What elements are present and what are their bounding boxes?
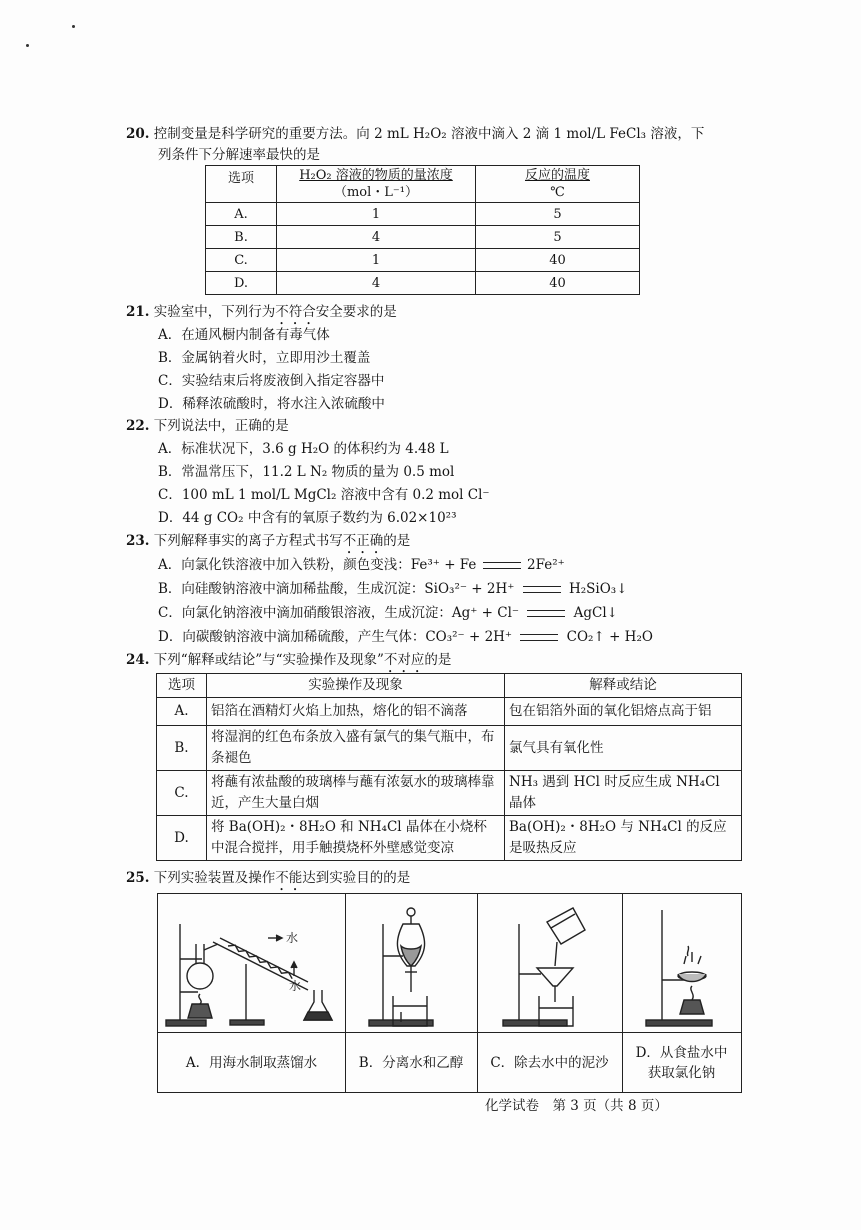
table-row [206,203,640,226]
apparatus-caption-d: D．从食盐水中获取氯化钠 [622,1032,741,1093]
equation-products: AgCl↓ [573,605,618,621]
equation-reactants: B．向硅酸钠溶液中滴加稀盐酸，生成沉淀：SiO₃²⁻ + 2H⁺ [158,581,515,597]
header-temperature-line2: ℃ [550,185,565,200]
header-operation: 实验操作及现象 [207,674,505,698]
scan-speck [26,44,29,47]
row-option: A. [157,698,207,726]
row-conclusion: Ba(OH)₂・8H₂O 与 NH₄Cl 的反应是吸热反应 [505,816,742,861]
q22-option-a: A．标准状况下，3.6 g H₂O 的体积约为 4.48 L [158,441,449,457]
row-concentration: 4 [277,272,476,295]
apparatus-caption-b: B．分离水和乙醇 [345,1032,477,1093]
row-option: C. [157,771,207,816]
water-label-top: 水 [286,931,299,945]
equation-products: H₂SiO₃↓ [568,581,628,597]
apparatus-caption-a: A．用海水制取蒸馏水 [158,1032,345,1093]
row-concentration: 4 [277,226,476,249]
q20-stem-line1 [126,122,704,142]
q25-stem-before: 下列实验装置及操作 [153,870,276,886]
equation-products: CO₂↑ + H₂O [566,629,653,645]
q20-stem-line2: 列条件下分解速率最快的是 [158,147,320,163]
row-option: A. [206,203,277,226]
distillation-apparatus-illustration [158,894,345,1032]
table-row [157,698,742,726]
row-option: D. [206,272,277,295]
q22-option-b: B．常温常压下，11.2 L N₂ 物质的量为 0.5 mol [158,464,455,480]
q21-number: 21. [126,304,150,320]
row-conclusion: NH₃ 遇到 HCl 时反应生成 NH₄Cl 晶体 [505,771,742,816]
q24-stem-emphasis: 不对应 [383,652,425,668]
row-option: D. [157,816,207,861]
q24-stem-after: 的是 [424,652,452,668]
q22-stem-text: 下列说法中，正确的是 [153,418,289,434]
q25-apparatus-table [157,893,742,1093]
double-equals-sign [523,586,561,593]
equation-reactants: A．向氯化铁溶液中加入铁粉，颜色变浅：Fe³⁺ + Fe [158,557,477,573]
row-operation: 将蘸有浓盐酸的玻璃棒与蘸有浓氨水的玻璃棒靠近，产生大量白烟 [207,771,505,816]
table-row [206,249,640,272]
row-concentration: 1 [277,249,476,272]
row-conclusion: 氯气具有氧化性 [505,726,742,771]
q24-table [156,673,742,861]
page-footer: 化学试卷 第 3 页（共 8 页） [485,1098,668,1114]
q23-number: 23. [126,533,150,549]
q25-stem-emphasis: 不能 [275,870,303,886]
row-operation: 将 Ba(OH)₂・8H₂O 和 NH₄Cl 晶体在小烧杯中混合搅拌，用手触摸烧杯外壁感觉变凉 [207,816,505,861]
apparatus-cell-a [158,894,346,1092]
header-option: 选项 [206,166,277,203]
apparatus-cell-b [345,894,478,1092]
apparatus-cell-d [622,894,741,1092]
table-row [157,816,742,861]
q21-option-a: A．在通风橱内制备有毒气体 [158,327,330,343]
scan-speck [72,25,75,28]
header-concentration-line2: （mol・L⁻¹） [333,185,419,200]
header-option: 选项 [157,674,207,698]
q21-option-d: D．稀释浓硫酸时，将水注入浓硫酸中 [158,396,385,412]
double-equals-sign [520,634,558,641]
q22-number: 22. [126,418,150,434]
q21-option-c: C．实验结束后将废液倒入指定容器中 [158,373,385,389]
row-conclusion: 包在铝箔外面的氧化铝熔点高于铝 [505,698,742,726]
row-temperature: 40 [476,272,640,295]
row-operation: 将湿润的红色布条放入盛有氯气的集气瓶中，布条褪色 [207,726,505,771]
water-label-bottom: 水 [289,979,302,993]
q22-option-c: C．100 mL 1 mol/L MgCl₂ 溶液中含有 0.2 mol Cl⁻ [158,487,490,503]
q24-stem-before: 下列“解释或结论”与“实验操作及现象” [153,652,384,668]
table-row [206,272,640,295]
q21-stem-emphasis: 不符合 [275,304,316,320]
row-operation: 铝箔在酒精灯火焰上加热，熔化的铝不滴落 [207,698,505,726]
q22-stem [126,414,289,434]
evaporation-apparatus-illustration [622,894,741,1032]
q23-stem-before: 下列解释事实的离子方程式书写 [153,533,343,549]
header-concentration-line1: H₂O₂ 溶液的物质的量浓度 [299,168,453,183]
table-header-row [157,674,742,698]
q20-table [205,165,640,295]
row-option: B. [157,726,207,771]
row-concentration: 1 [277,203,476,226]
header-temperature [476,166,640,203]
q21-option-b: B．金属钠着火时，立即用沙土覆盖 [158,350,371,366]
row-option: B. [206,226,277,249]
filtration-apparatus-illustration [477,894,622,1032]
q23-option-c [158,601,618,621]
header-concentration [277,166,476,203]
q23-stem-emphasis: 不正确 [342,533,384,549]
row-temperature: 40 [476,249,640,272]
q22-option-d: D．44 g CO₂ 中含有的氧原子数约为 6.02×10²³ [158,510,457,526]
table-row [157,726,742,771]
row-option: C. [206,249,277,272]
q25-stem [126,866,410,894]
equation-reactants: C．向氯化钠溶液中滴加硝酸银溶液，生成沉淀：Ag⁺ + Cl⁻ [158,605,520,621]
q25-number: 25. [126,870,150,886]
q23-option-a [158,553,565,573]
table-header-row [206,166,640,203]
header-conclusion: 解释或结论 [505,674,742,698]
q25-stem-after: 达到实验目的的是 [302,870,411,886]
q21-stem-after: 安全要求的是 [315,304,397,320]
q24-number: 24. [126,652,150,668]
double-equals-sign [527,610,565,617]
q20-stem-text: 控制变量是科学研究的重要方法。向 2 mL H₂O₂ 溶液中滴入 2 滴 1 mol/L FeCl₃ 溶液，下 [153,126,705,142]
q23-stem-after: 的是 [383,533,411,549]
apparatus-caption-c: C．除去水中的泥沙 [477,1032,622,1093]
row-temperature: 5 [476,203,640,226]
equation-products: 2Fe²⁺ [527,557,565,573]
q23-option-d [158,625,653,645]
q21-stem-before: 实验室中，下列行为 [153,304,276,320]
double-equals-sign [483,562,521,569]
q20-number: 20. [126,126,150,142]
row-temperature: 5 [476,226,640,249]
header-temperature-line1: 反应的温度 [524,168,590,183]
table-row [157,771,742,816]
equation-reactants: D．向碳酸钠溶液中滴加稀硫酸，产生气体：CO₃²⁻ + 2H⁺ [158,629,513,645]
apparatus-cell-c [477,894,623,1092]
q24-stem [126,648,451,676]
table-row [206,226,640,249]
q23-option-b [158,577,628,597]
separatory-funnel-illustration [345,894,477,1032]
